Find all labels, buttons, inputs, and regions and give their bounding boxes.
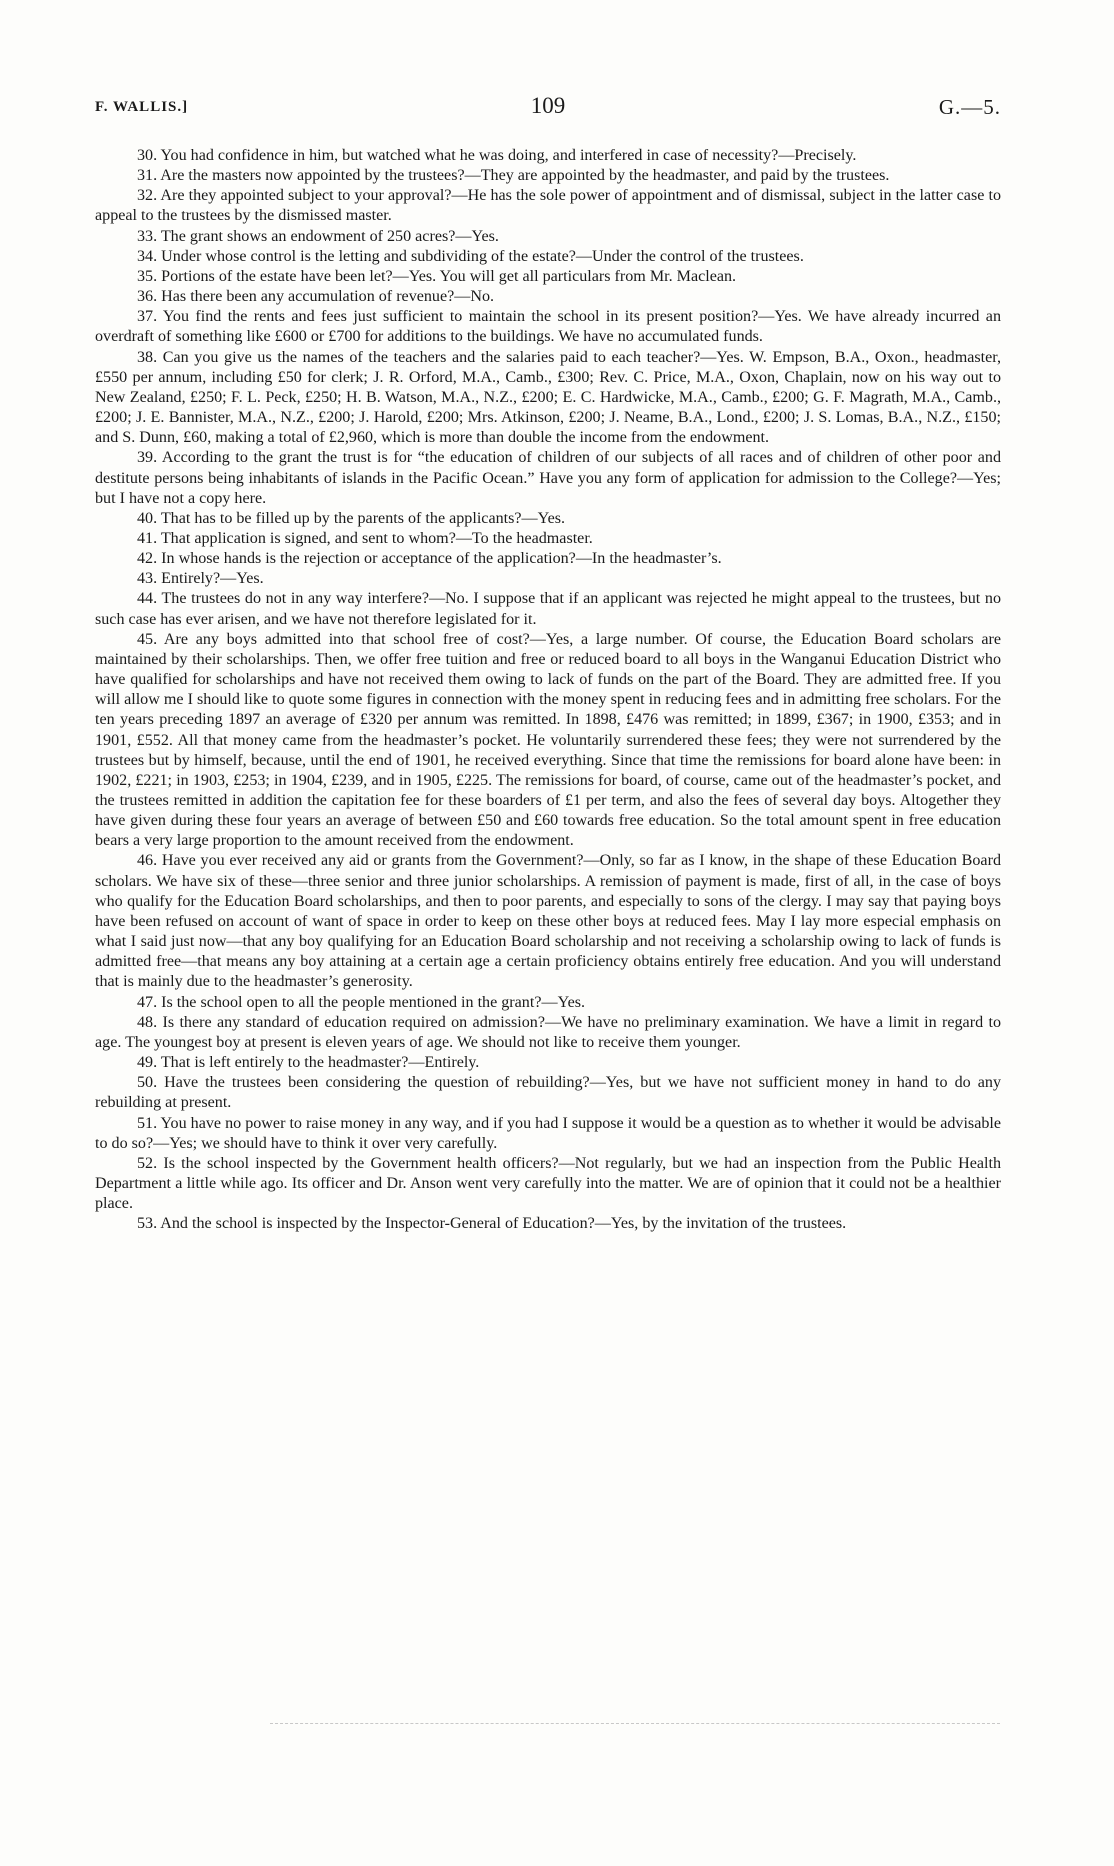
header-witness-name: F. WALLIS.]: [95, 99, 189, 115]
question-36: 36. Has there been any accumulation of revenue?—No.: [137, 288, 495, 306]
question-48: 48. Is there any standard of education required on admission?—We have no preliminary examination. We have a limit in regard to age. The youngest boy at present is eleven years of age. We should not like to receive them younger.: [95, 1013, 1001, 1051]
question-37: 37. You find the rents and fees just sufficient to maintain the school in its present position?—Yes. We have already incurred an overdraft of something like £600 or £700 for additions to the buildings. We have no accumulated funds.: [95, 308, 1001, 346]
question-42: 42. In whose hands is the rejection or acceptance of the application?—In the headmaster’s.: [137, 550, 722, 568]
question-43: 43. Entirely?—Yes.: [137, 570, 264, 588]
question-32: 32. Are they appointed subject to your approval?—He has the sole power of appointment and of dismissal, subject in the latter case to appeal to the trustees by the dismissed master.: [95, 187, 1001, 225]
page-header: [95, 93, 1001, 123]
question-34: 34. Under whose control is the letting and subdividing of the estate?—Under the control of the trustees.: [137, 247, 804, 265]
document-reference: G.—5.: [938, 95, 1001, 119]
question-33: 33. The grant shows an endowment of 250 acres?—Yes.: [137, 227, 499, 245]
page-body: [95, 146, 1001, 1234]
question-47: 47. Is the school open to all the people mentioned in the grant?—Yes.: [137, 993, 586, 1011]
question-44: 44. The trustees do not in any way interfere?—No. I suppose that if an applicant was rejected he might appeal to the trustees, but no such case has ever arisen, and we have not therefore legislated for it.: [95, 590, 1001, 628]
question-46: 46. Have you ever received any aid or grants from the Government?—Only, so far as I know, in the shape of these Education Board scholars. We have six of these—three senior and three junior scholarships. A remission of payment is made, first of all, in the case of boys who qualify for the Education Board scholarships, and then to poor parents, and especially to sons of the clergy. I may say that paying boys have been refused on account of want of space in order to keep on these other boys at reduced fees. May I lay more especial emphasis on what I said just now—that any boy qualifying for an Education Board scholarship and not receiving a scholarship owing to lack of funds is admitted free—that means any boy attaining at a certain age a certain proficiency obtains entirely free education. And you will understand that is mainly due to the headmaster’s generosity.: [95, 852, 1001, 991]
question-39: 39. According to the grant the trust is for “the education of children of our subjects of all races and of children of other poor and destitute persons being inhabitants of islands in the Pacific Ocean.” Have you any form of application for admission to the College?—Yes; but I have not a copy here.: [95, 449, 1001, 507]
question-30: 30. You had confidence in him, but watched what he was doing, and interfered in case of necessity?—Precisely.: [137, 147, 857, 164]
question-50: 50. Have the trustees been considering the question of rebuilding?—Yes, but we have not sufficient money in hand to do any rebuilding at present.: [95, 1074, 1001, 1112]
question-41: 41. That application is signed, and sent to whom?—To the headmaster.: [137, 529, 593, 547]
question-38: 38. Can you give us the names of the teachers and the salaries paid to each teacher?—Yes. W. Empson, B.A., Oxon., headmaster, £550 per annum, including £50 for clerk; J. R. Orford, M.A., Camb., £300; Rev. C. Price, M.A., Oxon, Chaplain, now on his way out to New Zealand, £250; F. L. Peck, £250; H. B. Watson, M.A., N.Z., £200; E. C. Hardwicke, M.A., Camb., £200; G. F. Magrath, M.A., Camb., £200; J. E. Bannister, M.A., N.Z., £200; J. Harold, £200; Mrs. Atkinson, £200; J. Neame, B.A., Lond., £200; J. S. Lomas, B.A., N.Z., £150; and S. Dunn, £60, making a total of £2,960, which is more than double the income from the endowment.: [95, 348, 1001, 447]
question-53: 53. And the school is inspected by the Inspector-General of Education?—Yes, by the invitation of the trustees.: [137, 1215, 847, 1233]
footer-rule: [270, 1723, 1000, 1724]
page-number: 109: [530, 93, 566, 118]
question-31: 31. Are the masters now appointed by the trustees?—They are appointed by the headmaster, and paid by the trustees.: [137, 167, 890, 185]
question-35: 35. Portions of the estate have been let?—Yes. You will get all particulars from Mr. Maclean.: [137, 267, 737, 285]
question-52: 52. Is the school inspected by the Government health officers?—Not regularly, but we had an inspection from the Public Health Department a little while ago. Its officer and Dr. Anson went very carefully into the matter. We are of opinion that it could not be a healthier place.: [95, 1154, 1001, 1213]
question-40: 40. That has to be filled up by the parents of the applicants?—Yes.: [137, 509, 566, 527]
question-49: 49. That is left entirely to the headmaster?—Entirely.: [137, 1054, 480, 1072]
question-45: 45. Are any boys admitted into that school free of cost?—Yes, a large number. Of course, the Education Board scholars are maintained by their scholarships. Then, we offer free tuition and free or reduced board to all boys in the Wanganui Education District who have qualified for scholarships and have not received them owing to lack of funds on the part of the Board. They are admitted free. If you will allow me I should like to quote some figures in connection with the money spent in reducing fees and in admitting free scholars. For the ten years preceding 1897 an average of £320 per annum was remitted. In 1898, £476 was remitted; in 1899, £367; in 1900, £353; and in 1901, £552. All that money came from the headmaster’s pocket. He voluntarily surrendered these fees; they were not surrendered by the trustees but by himself, because, until the end of 1901, he received everything. Since that time the remissions for board alone have been: in 1902, £221; in 1903, £253; in 1904, £239, and in 1905, £225. The remissions for board, of course, came out of the headmaster’s pocket, and the trustees remitted in addition the capitation fee for these boarders of £1 per term, and also the fees of several day boys. Altogether they have given during these four years an average of between £50 and £60 towards free education. So the total amount spent in free education bears a very large proportion to the amount received from the endowment.: [95, 630, 1001, 850]
question-51: 51. You have no power to raise money in any way, and if you had I suppose it would be a question as to whether it would be advisable to do so?—Yes; we should have to think it over very carefully.: [95, 1114, 1001, 1152]
